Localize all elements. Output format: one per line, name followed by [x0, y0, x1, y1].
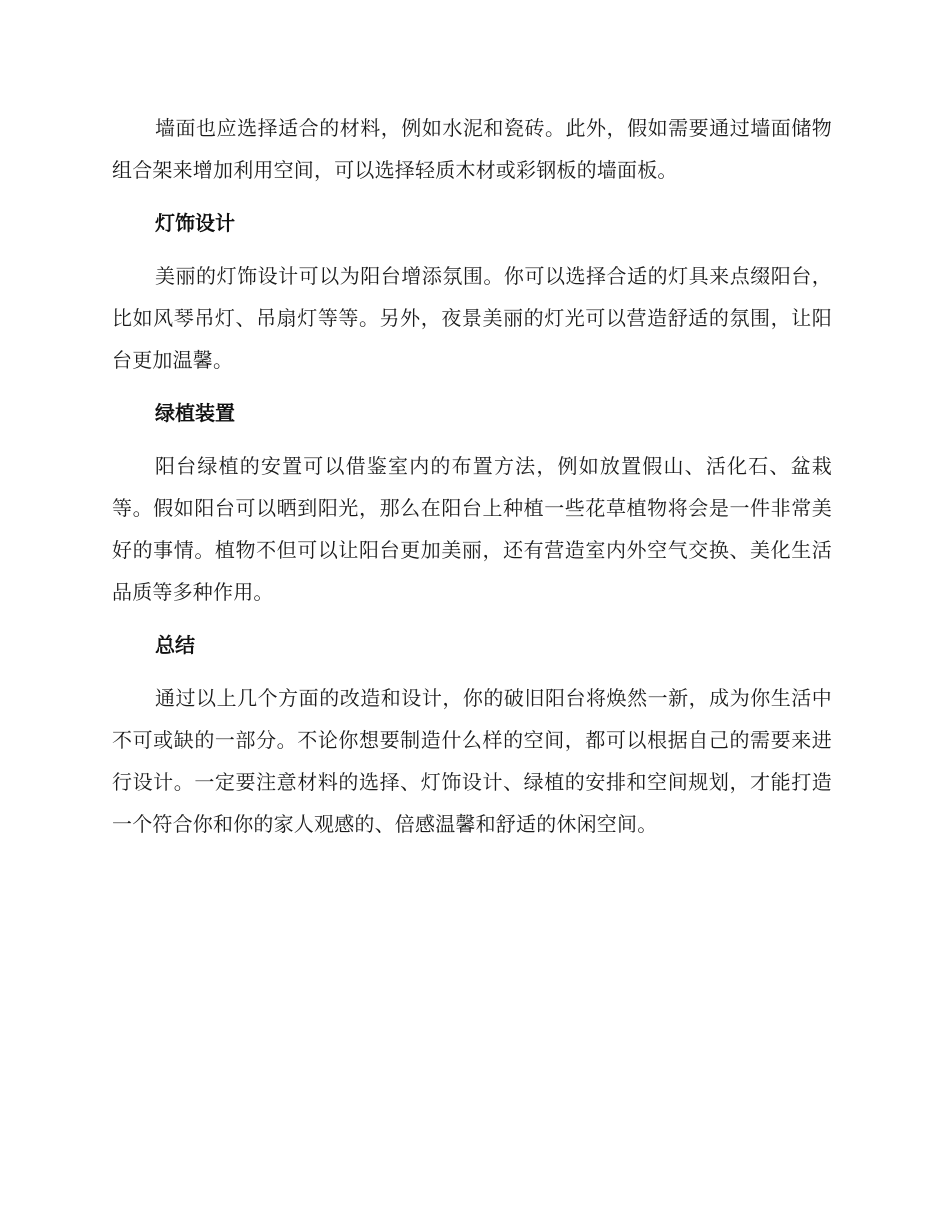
paragraph-wall-materials: 墙面也应选择适合的材料，例如水泥和瓷砖。此外，假如需要通过墙面储物组合架来增加利用空间，可以选择轻质木材或彩钢板的墙面板。 [112, 116, 832, 182]
paragraph-summary: 通过以上几个方面的改造和设计，你的破旧阳台将焕然一新，成为你生活中不可或缺的一部分。不论你想要制造什么样的空间，都可以根据自己的需要来进行设计。一定要注意材料的选择、灯饰设计、绿植的安排和空间规划，才能打造一个符合你和你的家人观感的、倍感温馨和舒适的休闲空间。 [112, 686, 832, 836]
heading-summary: 总结 [155, 633, 195, 657]
paragraph-plant-installation: 阳台绿植的安置可以借鉴室内的布置方法，例如放置假山、活化石、盆栽等。假如阳台可以晒到阳光，那么在阳台上种植一些花草植物将会是一件非常美好的事情。植物不但可以让阳台更加美丽，还有营造室内外空气交换、美化生活品质等多种作用。 [112, 454, 832, 604]
heading-plant-installation: 绿植装置 [155, 401, 235, 425]
document-page [112, 107, 832, 845]
paragraph-lighting-design: 美丽的灯饰设计可以为阳台增添氛围。你可以选择合适的灯具来点缀阳台，比如风琴吊灯、吊扇灯等等。另外，夜景美丽的灯光可以营造舒适的氛围，让阳台更加温馨。 [112, 264, 832, 372]
heading-lighting-design: 灯饰设计 [155, 211, 235, 235]
